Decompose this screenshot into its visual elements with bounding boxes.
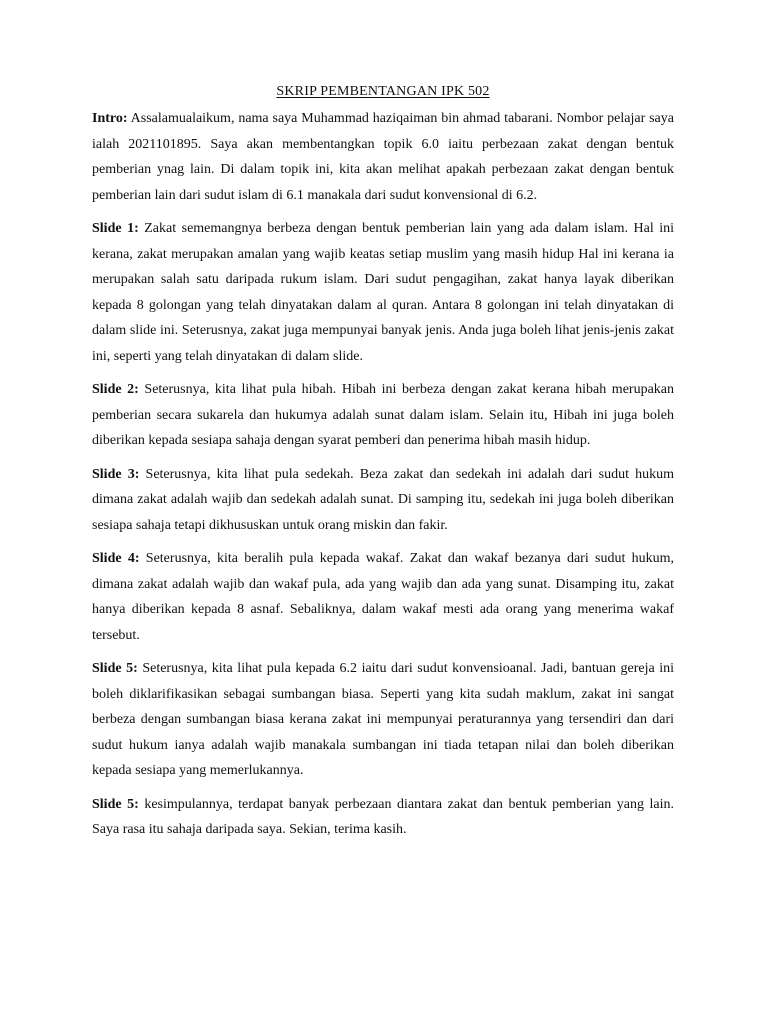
paragraph-text: Zakat sememangnya berbeza dengan bentuk pemberian lain yang ada dalam islam. Hal ini kerana, zakat merupakan amalan yang wajib keatas setiap muslim yang masih hidup Hal ini kerana ia merupakan salah satu daripada rukum islam. Dari sudut pengagihan, zakat hanya layak diberikan kepada 8 golongan yang telah dinyatakan dalam al quran. Antara 8 golongan ini telah dinyatakan di dalam slide ini. Seterusnya, zakat juga mempunyai banyak jenis. Anda juga boleh lihat jenis-jenis zakat ini, seperti yang telah dinyatakan di dalam slide. xyxy=(92,221,675,364)
paragraph-slide-1 xyxy=(92,216,674,369)
paragraph-label: Slide 2: xyxy=(92,382,139,397)
paragraph-text: Seterusnya, kita lihat pula kepada 6.2 iaitu dari sudut konvensioanal. Jadi, bantuan gereja ini boleh diklarifikasikan sebagai sumbangan biasa. Seperti yang kita sudah maklum, zakat ini sangat berbeza dengan sumbangan biasa kerana zakat ini mempunyai peraturannya yang tersendiri dan dari sudut hukum ianya adalah wajib manakala sumbangan ini tiada tetapan nilai dan boleh diberikan kepada sesiapa yang memerlukannya. xyxy=(92,661,675,778)
paragraph-slide-3 xyxy=(92,462,674,539)
paragraph-label: Slide 4: xyxy=(92,551,140,566)
paragraph-intro xyxy=(92,106,674,208)
paragraph-text: Assalamualaikum, nama saya Muhammad haziqaiman bin ahmad tabarani. Nombor pelajar saya ialah 2021101895. Saya akan membentangkan topik 6.0 iaitu perbezaan zakat dengan bentuk pemberian ynag lain. Di dalam topik ini, kita akan melihat apakah perbezaan zakat dengan bentuk pemberian lain dari sudut islam di 6.1 manakala dari sudut konvensional di 6.2. xyxy=(92,111,674,203)
paragraph-label: Intro: xyxy=(92,111,128,126)
paragraph-text: Seterusnya, kita beralih pula kepada wakaf. Zakat dan wakaf bezanya dari sudut hukum, dimana zakat adalah wajib dan wakaf pula, ada yang wajib dan ada yang sunat. Disamping itu, zakat hanya diberikan kepada 8 asnaf. Sebaliknya, dalam wakaf mesti ada orang yang menerima wakaf tersebut. xyxy=(92,551,674,643)
paragraph-label: Slide 3: xyxy=(92,466,140,482)
paragraph-text: Seterusnya, kita lihat pula hibah. Hibah ini berbeza dengan zakat kerana hibah merupakan pemberian secara sukarela dan hukumya adalah sunat dalam islam. Selain itu, Hibah ini juga boleh diberikan kepada sesiapa sahaja dengan syarat pemberi dan penerima hibah masih hidup. xyxy=(92,382,674,448)
paragraph-label: Slide 5: xyxy=(92,796,139,812)
paragraph-slide-4 xyxy=(92,546,674,648)
paragraph-slide-5 xyxy=(92,656,674,784)
paragraph-text: Seterusnya, kita lihat pula sedekah. Beza zakat dan sedekah ini adalah dari sudut hukum dimana zakat adalah wajib dan sedekah adalah sunat. Di samping itu, sedekah ini juga boleh diberikan sesiapa sahaja tetapi dikhususkan untuk orang miskin dan fakir. xyxy=(92,466,675,533)
paragraph-text: kesimpulannya, terdapat banyak perbezaan diantara zakat dan bentuk pemberian yang lain. Saya rasa itu sahaja daripada saya. Sekian, terima kasih. xyxy=(92,796,674,837)
paragraph-label: Slide 5: xyxy=(92,661,138,676)
paragraph-conclusion xyxy=(92,792,674,843)
document-title: SKRIP PEMBENTANGAN IPK 502 xyxy=(276,84,490,99)
paragraph-label: Slide 1: xyxy=(92,221,139,236)
paragraph-slide-2 xyxy=(92,377,674,454)
